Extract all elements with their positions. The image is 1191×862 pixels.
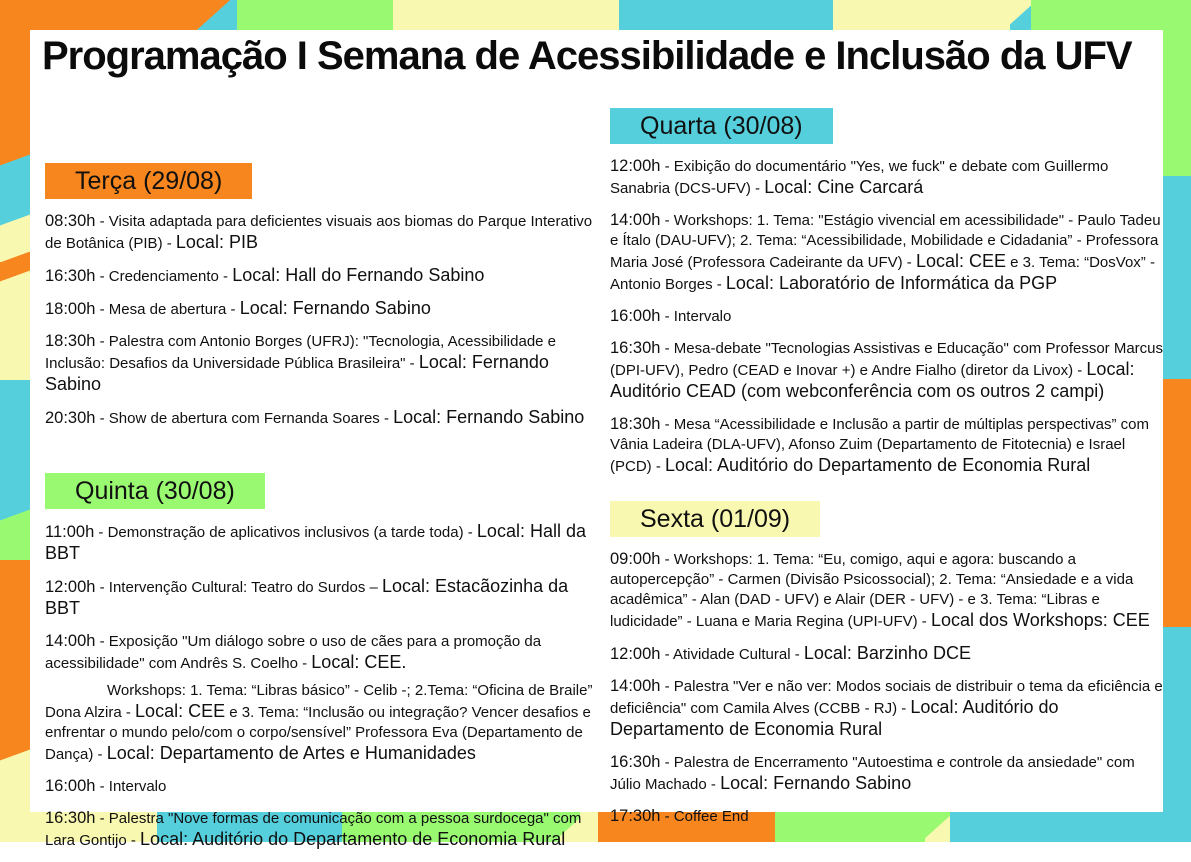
event-desc: - Workshops: 1. Tema: “Eu, comigo, aqui e agora: buscando a autopercepção” - Carmen (Divisão Psicossocial); 2. Tema: “Ansiedade e a vida acadêmica” - Alan (DAD - UFV) e Alair (DER - UFV) - e 3. Tema: “Libras e ludicidade” - Luana e Maria Regina (UPI-UFV) -: [610, 551, 1134, 630]
event-loc: Local: Barzinho DCE: [803, 643, 971, 663]
event-time: 14:00h: [45, 632, 96, 650]
border-segment: [393, 0, 619, 30]
day-section-quinta: [45, 473, 593, 851]
event: [45, 265, 593, 287]
event-loc: Local: Fernando Sabino: [393, 407, 585, 427]
border-right: [1163, 0, 1191, 842]
event-desc: - Intervalo: [660, 308, 732, 325]
day-section-terca: [45, 163, 593, 429]
event-loc: Local: CEE: [135, 701, 226, 721]
event-time: 14:00h: [610, 211, 661, 229]
day-header-sexta: Sexta (01/09): [610, 501, 820, 537]
event-desc: - Demonstração de aplicativos inclusivos (a tarde toda) -: [94, 524, 477, 541]
event: [45, 576, 593, 620]
event-desc: - Workshops: 1. Tema: "Estágio vivencial em acessibilidade" - Paulo Tadeu e Ítalo (DAU-UFV); 2. Tema: “Acessibilidade, Mobilidade e Cidadania” - Professora Maria José (Professora Cadeirante da UFV) -: [610, 212, 1161, 271]
event-loc: Local: Fernando Sabino: [239, 298, 431, 318]
event-loc: Local: Cine Carcará: [764, 177, 924, 197]
event-time: 16:30h: [610, 339, 661, 357]
event-time: 08:30h: [45, 212, 96, 230]
event-time: 17:30h: [610, 807, 661, 825]
event-loc: Local dos Workshops: CEE: [930, 610, 1150, 630]
event-loc: Local: Estacãozinha da BBT: [45, 576, 569, 618]
border-segment: [0, 745, 30, 765]
border-segment: [1163, 627, 1191, 842]
event: [45, 776, 593, 797]
event-time: 09:00h: [610, 550, 661, 568]
event-loc: Local: Laboratório de Informática da PGP: [725, 273, 1058, 293]
event-desc: - Palestra "Ver e não ver: Modos sociais de distribuir o tema da eficiência e deficiência" com Camila Alves (CCBB - RJ) -: [610, 678, 1163, 717]
event-time: 18:30h: [610, 415, 661, 433]
event-loc: Local: Auditório CEAD (com webconferência com os outros 2 campi): [610, 359, 1135, 401]
event-loc: Local: Auditório do Departamento de Economia Rural: [610, 697, 1059, 739]
event-desc: - Mesa de abertura -: [95, 301, 240, 318]
border-segment: [237, 0, 393, 30]
border-segment: [833, 0, 1010, 30]
event-time: 14:00h: [610, 677, 661, 695]
border-segment: [0, 0, 30, 150]
event-desc: Workshops: 1. Tema: “Libras básico” - Celib -; 2.Tema: “Oficina de Braile” Dona Alzira -: [45, 682, 593, 721]
border-segment: [0, 262, 30, 270]
border-segment: [619, 0, 833, 30]
border-segment: [1163, 176, 1191, 379]
event-time: 16:30h: [45, 809, 96, 827]
event-loc: Local: Hall do Fernando Sabino: [232, 265, 485, 285]
event-desc: - Show de abertura com Fernanda Soares -: [95, 410, 394, 427]
day-section-quarta: [610, 108, 1163, 477]
event-loc: Local: Fernando Sabino: [45, 352, 549, 394]
event: [610, 414, 1163, 477]
border-segment: [0, 150, 30, 170]
border-segment: [0, 765, 30, 842]
event-time: 18:30h: [45, 332, 96, 350]
event-loc: Local: CEE.: [311, 652, 407, 672]
event-desc: - Exibição do documentário "Yes, we fuck" e debate com Guillermo Sanabria (DCS-UFV) -: [610, 158, 1109, 197]
day-header-quinta: Quinta (30/08): [45, 473, 265, 509]
event: [610, 549, 1163, 632]
event: [45, 681, 593, 765]
event-time: 20:30h: [45, 409, 96, 427]
event-time: 16:00h: [45, 777, 96, 795]
day-header-terca: Terça (29/08): [45, 163, 252, 199]
event: [610, 676, 1163, 741]
event-desc: - Coffee End: [660, 808, 749, 825]
event-time: 11:00h: [45, 523, 95, 541]
event: [45, 298, 593, 320]
event-desc: - Palestra "Nove formas de comunicação com a pessoa surdocega" com Lara Gontijo -: [45, 810, 582, 849]
border-segment: [0, 380, 30, 505]
event-loc: Local: Hall da BBT: [45, 521, 586, 563]
event-time: 12:00h: [610, 645, 661, 663]
event-time: 16:30h: [610, 753, 661, 771]
event: [45, 808, 593, 851]
event: [45, 331, 593, 396]
event: [45, 521, 593, 565]
event: [610, 338, 1163, 403]
event-loc: Local: Fernando Sabino: [720, 773, 912, 793]
event: [610, 306, 1163, 327]
column-right: [610, 108, 1163, 838]
event-desc: - Visita adaptada para deficientes visuais aos biomas do Parque Interativo de Botânica (PIB) -: [45, 213, 593, 252]
border-segment: [0, 525, 30, 560]
border-segment: [0, 270, 30, 282]
event-desc: - Mesa “Acessibilidade e Inclusão a partir de múltiplas perspectivas” com Vânia Ladeira (DLA-UFV), Afonso Zuim (Departamento de Fitotecnia) e Israel (PCD) -: [610, 416, 1150, 475]
border-segment: [190, 0, 237, 30]
event: [610, 156, 1163, 199]
border-segment: [0, 230, 30, 252]
content-panel: [30, 30, 1164, 849]
event-loc: Local: Departamento de Artes e Humanidades: [106, 743, 476, 763]
event: [45, 631, 593, 674]
day-section-sexta: [610, 501, 1163, 827]
event-loc: Local: CEE: [915, 251, 1006, 271]
event-desc: - Atividade Cultural -: [660, 646, 804, 663]
border-left: [0, 0, 30, 842]
event-desc: - Palestra com Antonio Borges (UFRJ): "Tecnologia, Acessibilidade e Inclusão: Desafios da Universidade Pública Brasileira" -: [45, 333, 557, 372]
event-time: 16:30h: [45, 267, 96, 285]
event-loc: Local: Auditório do Departamento de Economia Rural: [665, 455, 1091, 475]
border-top: [0, 0, 1191, 30]
border-segment: [0, 252, 30, 262]
event-time: 18:00h: [45, 300, 96, 318]
column-left: [45, 163, 593, 862]
event-time: 12:00h: [610, 157, 661, 175]
border-segment: [0, 560, 30, 745]
border-segment: [1163, 379, 1191, 627]
page-title: Programação I Semana de Acessibilidade e Inclusão da UFV: [42, 34, 1132, 78]
border-segment: [0, 170, 30, 210]
event-time: 12:00h: [45, 578, 96, 596]
event-desc: - Mesa-debate "Tecnologias Assistivas e Educação" com Professor Marcus (DPI-UFV), Pedro (CEAD e Inovar +) e Andre Fialho (diretor da Livox) -: [610, 340, 1164, 379]
event-time: 16:00h: [610, 307, 661, 325]
event-desc: - Palestra de Encerramento "Autoestima e controle da ansiedade" com Júlio Machado -: [610, 754, 1135, 793]
event: [610, 643, 1163, 665]
event-desc: - Intervenção Cultural: Teatro do Surdos –: [95, 579, 383, 596]
border-segment: [1010, 0, 1031, 30]
event: [610, 806, 1163, 827]
event: [45, 211, 593, 254]
event-desc: - Exposição "Um diálogo sobre o uso de cães para a promoção da acessibilidade" com Andrês S. Coelho -: [45, 633, 542, 672]
event-loc: Local: PIB: [175, 232, 258, 252]
event-loc: Local: Auditório do Departamento de Economia Rural: [140, 829, 566, 849]
event: [45, 407, 593, 429]
event-desc: - Credenciamento -: [95, 268, 233, 285]
border-segment: [1163, 0, 1191, 176]
border-segment: [0, 210, 30, 230]
border-segment: [0, 282, 30, 380]
border-segment: [0, 505, 30, 525]
event-desc: e 3. Tema: “DosVox” - Antonio Borges -: [610, 254, 1155, 293]
event: [610, 210, 1163, 295]
day-header-quarta: Quarta (30/08): [610, 108, 833, 144]
event-desc: e 3. Tema: “Inclusão ou integração? Vencer desafios e enfrentar o mundo pelo/com o corpo/sensível” Professora Eva (Departamento de Dança) -: [45, 704, 591, 763]
event-desc: - Intervalo: [95, 778, 167, 795]
event: [610, 752, 1163, 795]
